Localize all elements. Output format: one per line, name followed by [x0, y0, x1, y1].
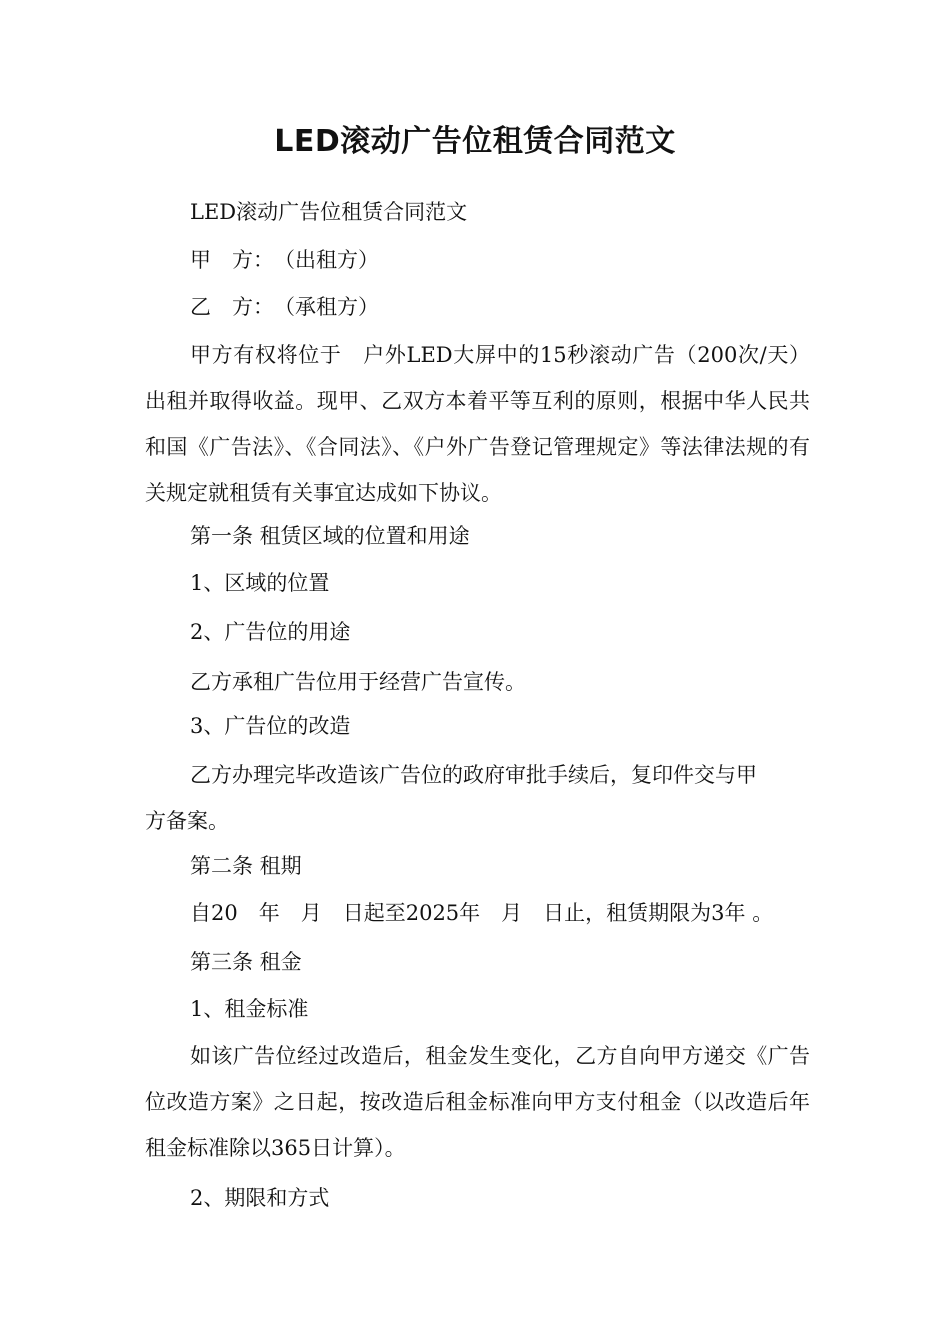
article-2-heading: 第二条 租期: [190, 854, 302, 878]
article-3-item-2: 2、期限和方式: [190, 1186, 330, 1210]
article-1-heading: 第一条 租赁区域的位置和用途: [190, 524, 470, 548]
article-1-item-3: 3、广告位的改造: [190, 714, 351, 738]
article-3-item-1: 1、租金标准: [190, 997, 309, 1021]
party-b-line: 乙 方： （承租方）: [190, 295, 379, 319]
article-2-text: 自20 年 月 日起至2025年 月 日止，租赁期限为3年 。: [190, 901, 774, 925]
document-subtitle: LED滚动广告位租赁合同范文: [190, 200, 468, 224]
article-1-item-2-text: 乙方承租广告位用于经营广告宣传。: [190, 670, 526, 694]
document-title: LED滚动广告位租赁合同范文: [274, 124, 676, 159]
article-3-item-1-text: 如该广告位经过改造后，租金发生变化，乙方自向甲方递交《广告位改造方案》之日起，按改造后租金标准向甲方支付租金（以改造后年租金标准除以365日计算）。: [145, 1044, 810, 1160]
article-1-item-1: 1、区域的位置: [190, 571, 330, 595]
article-3-heading: 第三条 租金: [190, 950, 302, 974]
article-1-item-2: 2、广告位的用途: [190, 620, 351, 644]
intro-paragraph: 甲方有权将位于 户外LED大屏中的15秒滚动广告（200次/天）出租并取得收益。现甲、乙双方本着平等互利的原则，根据中华人民共和国《广告法》、《合同法》、《户外广告登记管理规定》等法律法规的有关规定就租赁有关事宜达成如下协议。: [145, 343, 810, 505]
party-a-line: 甲 方： （出租方）: [190, 248, 379, 272]
article-1-item-3-text-cont: 方备案。: [145, 809, 229, 833]
article-1-item-3-text: 乙方办理完毕改造该广告位的政府审批手续后，复印件交与甲: [190, 763, 757, 787]
